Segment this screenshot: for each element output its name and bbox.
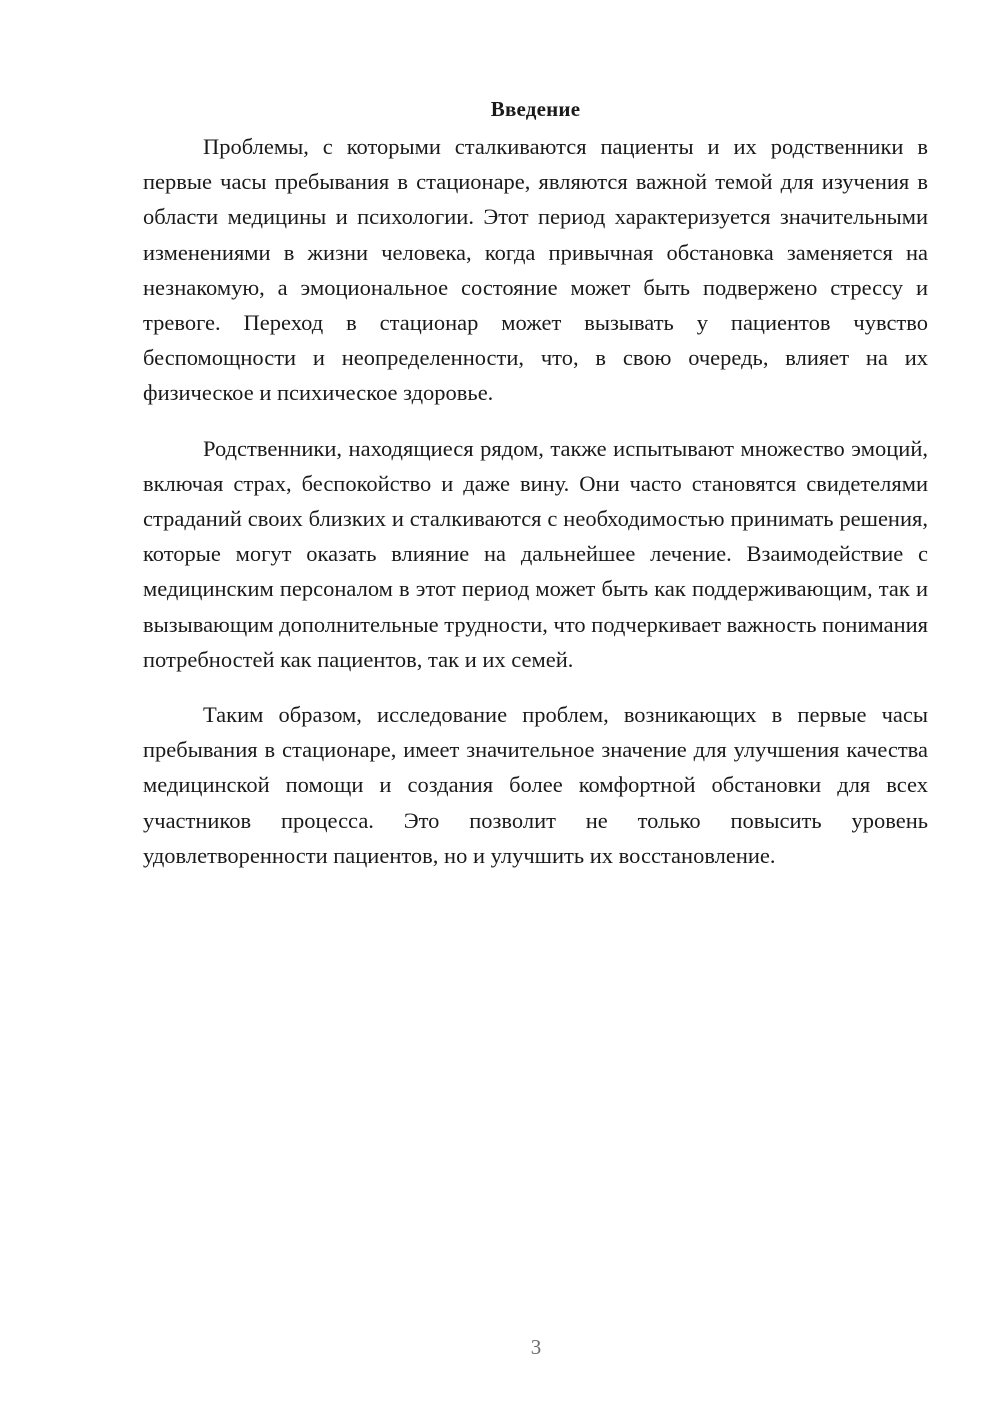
paragraph-2: Родственники, находящиеся рядом, также испытывают множество эмоций, включая страх, беспокойство и даже вину. Они часто становятся свидетелями страданий своих близких и сталкиваются с необходимостью принимать решения, которые могут оказать влияние на дальнейшее лечение. Взаимодействие с медицинским персоналом в этот период может быть как поддерживающим, так и вызывающим дополнительные трудности, что подчеркивает важность понимания потребностей как пациентов, так и их семей. (143, 435, 928, 672)
paragraph-1: Проблемы, с которыми сталкиваются пациенты и их родственники в первые часы пребывания в стационаре, являются важной темой для изучения в области медицины и психологии. Этот период характеризуется значительными изменениями в жизни человека, когда привычная обстановка заменяется на незнакомую, а эмоциональное состояние может быть подвержено стрессу и тревоге. Переход в стационар может вызывать у пациентов чувство беспомощности и неопределенности, что, в свою очередь, влияет на их физическое и психическое здоровье. (143, 134, 928, 406)
paragraph-3: Таким образом, исследование проблем, возникающих в первые часы пребывания в стационаре, имеет значительное значение для улучшения качества медицинской помощи и создания более комфортной обстановки для всех участников процесса. Это позволит не только повысить уровень удовлетворенности пациентов, но и улучшить их восстановление. (143, 702, 928, 868)
page-number: 3 (530, 1335, 542, 1359)
page-content (143, 92, 928, 893)
section-title: Введение (490, 97, 581, 121)
